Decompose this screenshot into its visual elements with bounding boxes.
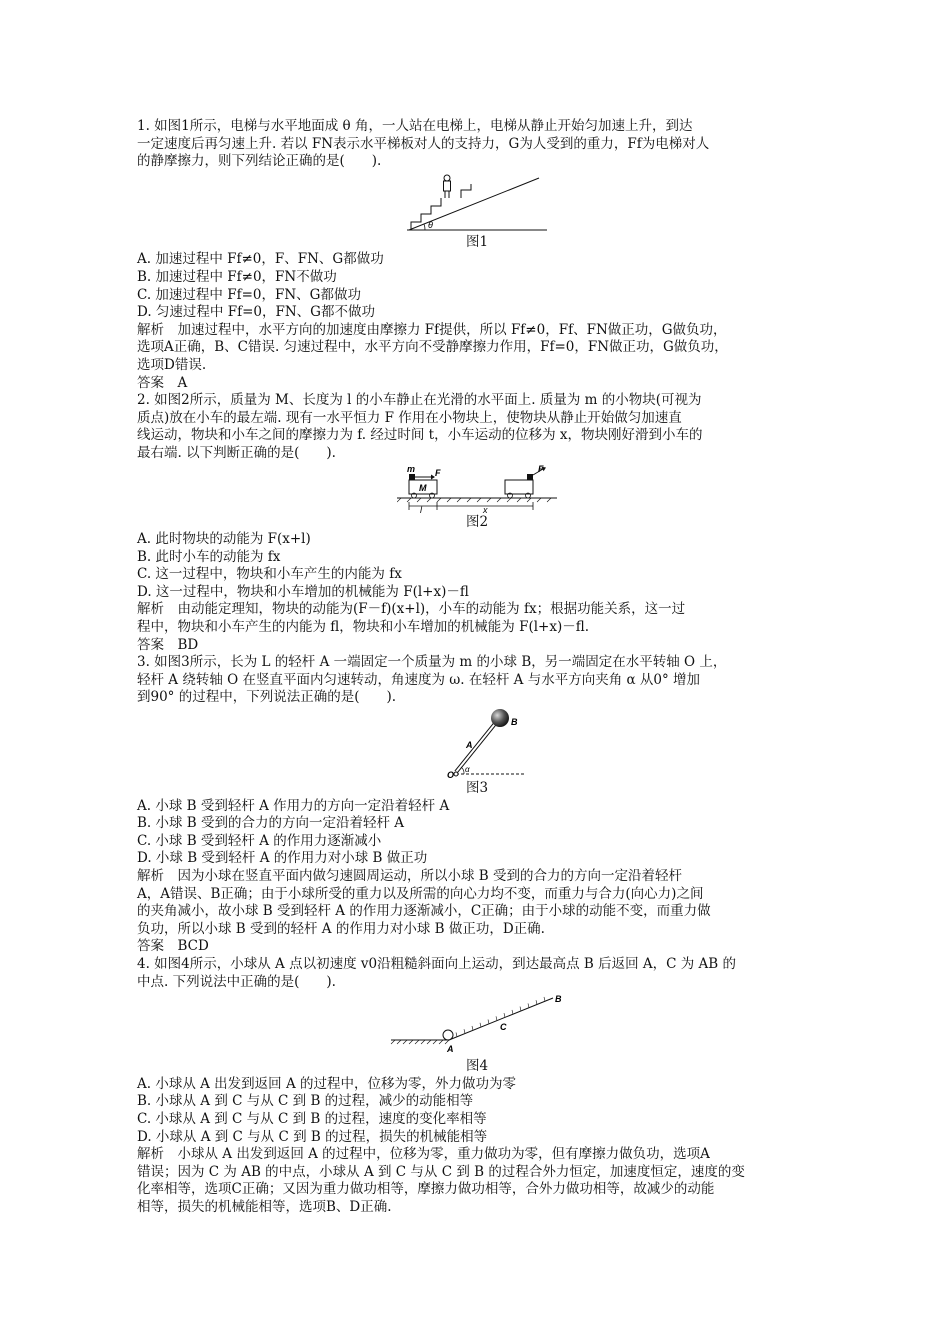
question-1	[137, 118, 817, 392]
q2-option-b: B. 此时小车的动能为 fx	[137, 548, 281, 565]
q2-stem-line: 质点)放在小车的最左端. 现有一水平恒力 F 作用在小物块上，使物块从静止开始做匀加速直	[137, 409, 682, 426]
figure-2-x-label: x	[483, 504, 488, 514]
q4-stem-line: 中点. 下列说法中正确的是( ).	[137, 973, 336, 990]
q4-option-a: A. 小球从 A 出发到返回 A 的过程中，位移为零，外力做功为零	[137, 1075, 516, 1092]
q2-stem-line: 线运动，物块和小车之间的摩擦力为 f. 经过时间 t，小车运动的位移为 x，物块刚好滑到小车的	[137, 427, 703, 444]
figure-4-incline	[387, 992, 567, 1058]
q2-option-d: D. 这一过程中，物块和小车增加的机械能为 F(l+x)－fl	[137, 583, 469, 600]
figure-3-rod	[422, 708, 532, 780]
figure-2-l-label: l	[420, 504, 422, 514]
figure-3-o-label: O	[447, 770, 455, 781]
document-body	[137, 118, 817, 1217]
q4-option-b: B. 小球从 A 到 C 与从 C 到 B 的过程，减少的动能相等	[137, 1093, 474, 1110]
figure-4-c-label: C	[500, 1022, 507, 1033]
figure-1-escalator	[407, 172, 547, 234]
q3-option-c: C. 小球 B 受到轻杆 A 的作用力逐渐减小	[137, 832, 382, 849]
q1-analysis-line: 选项A正确，B、C错误. 匀速过程中，水平方向不受静摩擦力作用，Ff=0，FN做正功，G做负功，	[137, 339, 728, 356]
q1-option-d: D. 匀速过程中 Ff=0，FN、G都不做功	[137, 304, 375, 321]
question-2	[137, 392, 817, 654]
q4-analysis-line: 相等，损失的机械能相等，选项B、D正确.	[137, 1198, 392, 1215]
q1-analysis-line: 选项D错误.	[137, 356, 207, 373]
q1-stem-line: 一定速度后再匀速上升. 若以 FN表示水平梯板对人的支持力，G为人受到的重力，Ff为电梯对人	[137, 135, 710, 152]
q3-option-d: D. 小球 B 受到轻杆 A 的作用力对小球 B 做正功	[137, 850, 428, 867]
q4-analysis-line: 解析 小球从 A 出发到返回 A 的过程中，位移为零，重力做功为零，但有摩擦力做负功，选项A	[137, 1146, 710, 1163]
q2-analysis-line: 解析 由动能定理知，物块的动能为(F－f)(x+l)，小车的动能为 fx；根据功能关系，这一过	[137, 601, 686, 618]
q3-analysis-line: 解析 因为小球在竖直平面内做匀速圆周运动，所以小球 B 受到的合力的方向一定沿着轻杆	[137, 868, 683, 884]
q3-option-b: B. 小球 B 受到的合力的方向一定沿着轻杆 A	[137, 815, 405, 832]
q1-option-a: A. 加速过程中 Ff≠0，F、FN、G都做功	[137, 251, 384, 268]
figure-2-cart	[397, 464, 557, 514]
q3-stem-line: 轻杆 A 绕转轴 O 在竖直平面内匀速转动，角速度为 ω. 在轻杆 A 与水平方向夹角 α 从0° 增加	[137, 671, 701, 688]
q2-option-a: A. 此时物块的动能为 F(x+l)	[137, 531, 311, 548]
figure-1-caption: 图1	[465, 233, 489, 250]
figure-2-f-label: F	[435, 467, 441, 478]
figure-2-caption: 图2	[465, 513, 489, 530]
q2-stem-line: 2. 如图2所示，质量为 M、长度为 l 的小车静止在光滑的水平面上. 质量为 m 的小物块(可视为	[137, 392, 702, 409]
q1-option-c: C. 加速过程中 Ff=0，FN、G都做功	[137, 286, 361, 303]
q4-option-d: D. 小球从 A 到 C 与从 C 到 B 的过程，损失的机械能相等	[137, 1128, 488, 1145]
question-4	[137, 956, 817, 1217]
q1-option-b: B. 加速过程中 Ff≠0，FN不做功	[137, 268, 337, 285]
q1-stem-line: 1. 如图1所示，电梯与水平地面成 θ 角，一人站在电梯上，电梯从静止开始匀加速上升，到达	[137, 118, 693, 134]
q1-analysis-line: 解析 加速过程中，水平方向的加速度由摩擦力 Ff提供，所以 Ff≠0，Ff、FN做正功，G做负功，	[137, 321, 727, 338]
q3-analysis-line: 的夹角减小，故小球 B 受到轻杆 A 的作用力逐渐减小，C正确；由于小球的动能不变，而重力做	[137, 903, 711, 920]
q1-stem-line: 的静摩擦力，则下列结论正确的是( ).	[137, 153, 382, 170]
q2-answer: 答案 BD	[137, 636, 199, 653]
figure-2-f2-label: F	[538, 463, 544, 474]
question-3	[137, 654, 817, 956]
q4-stem-line: 4. 如图4所示，小球从 A 点以初速度 v0沿粗糙斜面向上运动，到达最高点 B 后返回 A，C 为 AB 的	[137, 955, 737, 972]
figure-4-b-label: B	[555, 994, 562, 1005]
figure-3-caption: 图3	[465, 780, 489, 797]
figure-4-a-label: A	[447, 1044, 454, 1055]
q4-option-c: C. 小球从 A 到 C 与从 C 到 B 的过程，速度的变化率相等	[137, 1110, 487, 1127]
figure-2-m-label: m	[407, 463, 416, 474]
q3-analysis-line: A，A错误、B正确；由于小球所受的重力以及所需的向心力均不变，而重力与合力(向心力)之间	[137, 885, 704, 902]
q3-option-a: A. 小球 B 受到轻杆 A 作用力的方向一定沿着轻杆 A	[137, 797, 450, 814]
figure-1-theta-label: θ	[428, 219, 433, 230]
q3-analysis-line: 负功，所以小球 B 受到的轻杆 A 的作用力对小球 B 做正功，D正确.	[137, 920, 545, 937]
figure-3-b-label: B	[511, 717, 518, 728]
q2-option-c: C. 这一过程中，物块和小车产生的内能为 fx	[137, 566, 402, 583]
q3-stem-line: 3. 如图3所示，长为 L 的轻杆 A 一端固定一个质量为 m 的小球 B，另一端固定在水平转轴 O 上，	[137, 654, 727, 671]
figure-3-alpha-label: α	[465, 765, 470, 775]
figure-2-big-m-label: M	[419, 482, 427, 493]
figure-4-caption: 图4	[465, 1058, 489, 1075]
q3-stem-line: 到90° 的过程中，下列说法正确的是( ).	[137, 689, 397, 706]
q4-analysis-line: 错误；因为 C 为 AB 的中点，小球从 A 到 C 与从 C 到 B 的过程合外力恒定，加速度恒定，速度的变	[137, 1163, 745, 1180]
figure-3-a-label: A	[466, 740, 473, 751]
q1-answer: 答案 A	[137, 374, 188, 391]
q2-stem-line: 最右端. 以下判断正确的是( ).	[137, 444, 336, 461]
q2-analysis-line: 程中，物块和小车产生的内能为 fl，物块和小车增加的机械能为 F(l+x)－fl.	[137, 619, 590, 636]
q3-answer: 答案 BCD	[137, 938, 209, 955]
q4-analysis-line: 化率相等，选项C正确；又因为重力做功相等，摩擦力做功相等，合外力做功相等，故减少的动能	[137, 1181, 715, 1198]
